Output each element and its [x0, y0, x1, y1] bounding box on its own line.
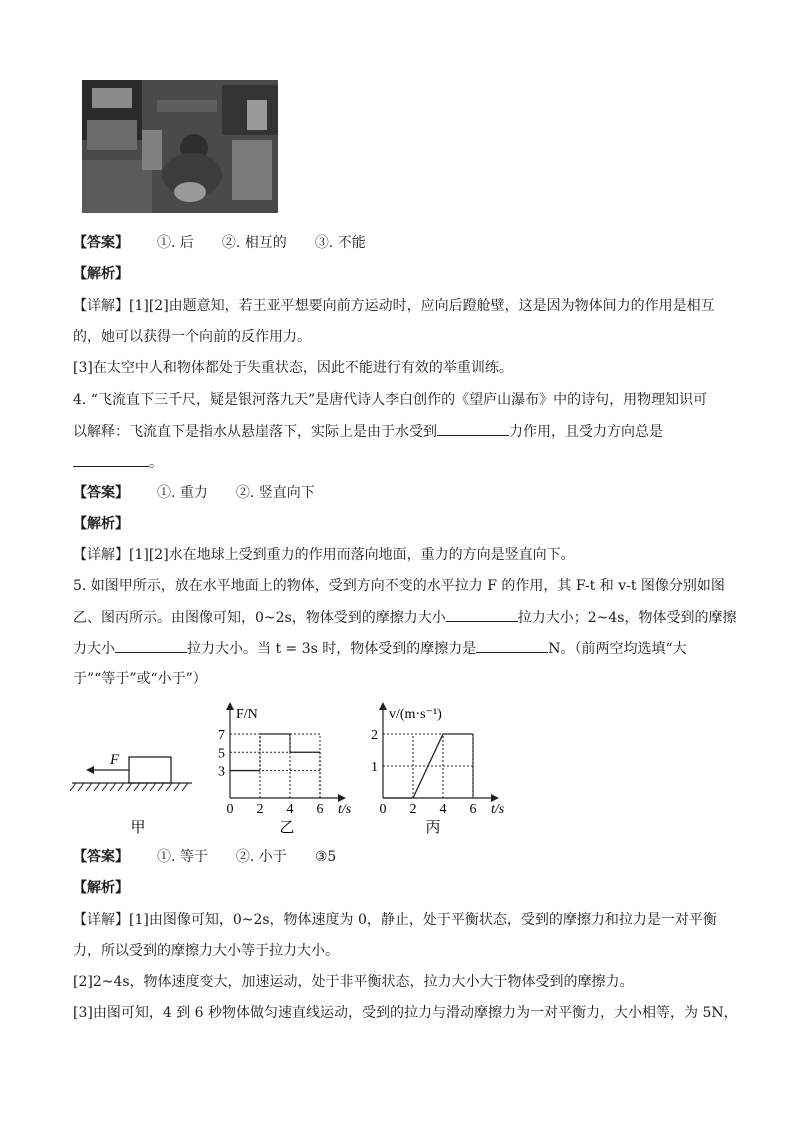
x-tick-label: 4	[286, 802, 294, 817]
q4-stem-line: 4. “飞流直下三千尺，疑是银河落九天”是唐代诗人李白创作的《望庐山瀑布》中的诗句，用物理知识可	[73, 392, 708, 408]
detail-line: [3]在太空中人和物体都处于失重状态，因此不能进行有效的举重训练。	[73, 360, 513, 376]
q4-stem-line: 以解释：飞流直下是指水从悬崖落下，实际上是由于水受到 力作用，且受力方向总是	[73, 421, 663, 442]
x-tick-label: 2	[256, 802, 264, 817]
q5-stem-line: 于”“等于”或“小于”）	[73, 671, 207, 687]
detail-label: 【详解】	[73, 298, 129, 314]
q4-stem-line: 。	[73, 452, 163, 473]
figure-jia	[70, 745, 200, 840]
x-axis-label: t/s	[338, 802, 352, 817]
q5-stem-line: 乙、图丙所示。由图像可知，0~2s，物体受到的摩擦力大小 拉力大小；2~4s，物体受到的摩擦	[73, 607, 736, 628]
answer-blank	[115, 638, 187, 653]
space-station-photo	[82, 80, 278, 213]
answer-label: 【答案】	[73, 849, 129, 865]
answer-blank	[73, 452, 149, 467]
q5-stem-line: 5. 如图甲所示，放在水平地面上的物体，受到方向不变的水平拉力 F 的作用，其 F-t 和 v-t 图像分别如图	[73, 578, 725, 594]
answer-item: ③. 不能	[314, 235, 366, 251]
plot-lines	[230, 734, 320, 798]
answer-item: ②. 相互的	[221, 235, 287, 251]
detail-label: 【详解】	[73, 547, 129, 563]
chart-v-t	[365, 700, 525, 840]
detail-line: 的，她可以获得一个向前的反作用力。	[73, 329, 311, 345]
arrow-head-icon	[86, 766, 94, 774]
ground-hatching	[70, 783, 188, 791]
guide-lines	[230, 734, 320, 798]
force-label: F	[110, 752, 120, 768]
answer-item: ①. 重力	[157, 485, 208, 501]
y-tick-label: 5	[218, 746, 225, 762]
figure-caption: 丙	[425, 820, 441, 836]
detail-line: 【详解】[1][2]水在地球上受到重力的作用而落向地面，重力的方向是竖直向下。	[73, 547, 575, 563]
analysis-label: 【解析】	[73, 266, 129, 282]
y-tick-label: 1	[371, 760, 378, 775]
q5-answer-line	[73, 847, 336, 867]
y-axis-arrow-icon	[379, 702, 387, 710]
q4-answer-line	[73, 483, 315, 503]
answer-item: ①. 等于	[157, 849, 208, 865]
analysis-label: 【解析】	[73, 516, 129, 532]
answer-item: ②. 小于	[235, 849, 287, 865]
detail-line: [3]由图可知，4 到 6 秒物体做匀速直线运动，受到的拉力与滑动摩擦力为一对平衡力，大小相等，为 5N，	[73, 1005, 738, 1021]
x-tick-label: 4	[439, 802, 447, 817]
x-tick-labels	[380, 802, 477, 817]
figure-caption: 乙	[279, 820, 295, 836]
block	[129, 757, 171, 783]
detail-line: 【详解】[1][2]由题意知，若王亚平想要向前方运动时，应向后蹬舱壁，这是因为物体间力的作用是相互	[73, 298, 715, 314]
y-tick-label: 3	[218, 764, 225, 780]
x-tick-labels	[227, 802, 324, 817]
answer-blank	[476, 638, 548, 653]
detail-line: [2]2~4s，物体速度变大，加速运动，处于非平衡状态，拉力大小大于物体受到的摩擦力。	[73, 974, 634, 990]
answer-label: 【答案】	[73, 235, 129, 251]
q3-answer-line	[73, 233, 366, 253]
analysis-label: 【解析】	[73, 880, 129, 896]
y-axis-arrow-icon	[226, 702, 234, 710]
y-axis-label: F/N	[236, 707, 258, 722]
answer-blank	[437, 421, 509, 436]
x-tick-label: 6	[469, 802, 477, 817]
answer-item: ①. 后	[157, 235, 194, 251]
y-tick-label: 7	[218, 728, 225, 743]
y-tick-labels	[371, 728, 378, 775]
y-tick-labels	[218, 728, 225, 780]
answer-item: ③5	[314, 849, 337, 865]
x-tick-label: 0	[226, 802, 234, 817]
detail-label: 【详解】	[73, 912, 129, 928]
detail-line: 【详解】[1]由图像可知，0~2s，物体速度为 0，静止，处于平衡状态，受到的摩擦力和拉力是一对平衡	[73, 912, 717, 928]
answer-label: 【答案】	[73, 485, 129, 501]
x-axis-arrow-icon	[338, 794, 346, 802]
x-tick-label: 2	[409, 802, 417, 817]
x-tick-label: 6	[316, 802, 324, 817]
q5-stem-line: 力大小 拉力大小。当 t = 3s 时，物体受到的摩擦力是 N。（前两空均选填“大	[73, 638, 687, 659]
x-axis-label: t/s	[491, 802, 505, 817]
chart-f-t	[212, 700, 362, 840]
x-axis-arrow-icon	[491, 794, 499, 802]
plot-segment	[413, 734, 443, 798]
answer-item: ②. 竖直向下	[235, 485, 315, 501]
answer-blank	[446, 607, 518, 622]
figure-caption: 甲	[130, 820, 146, 836]
x-tick-label: 0	[379, 802, 387, 817]
y-axis-label: v/(m·s⁻¹)	[389, 707, 442, 722]
detail-line: 力，所以受到的摩擦力大小等于拉力大小。	[73, 943, 339, 959]
y-tick-label: 2	[371, 728, 378, 743]
